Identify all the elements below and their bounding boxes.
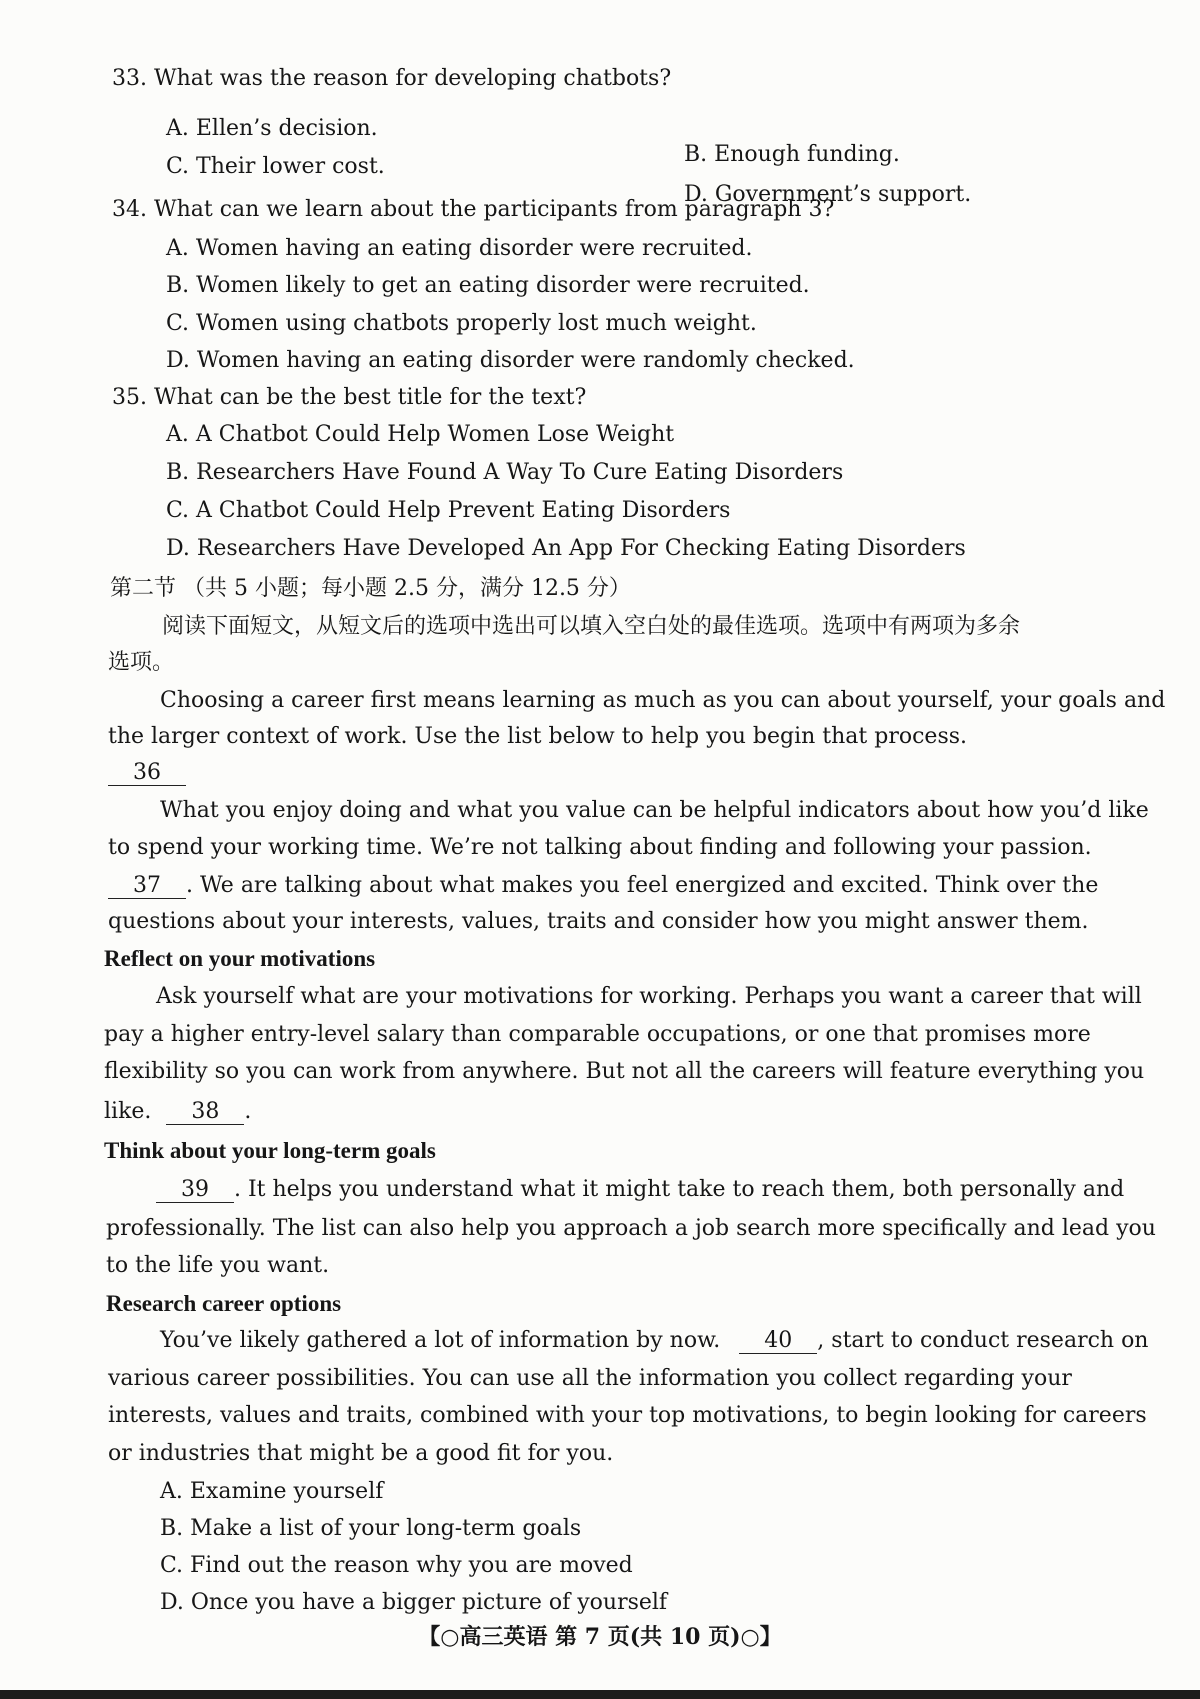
paragraph-3-line-1-text: . It helps you understand what it might take to reach them, both personally and	[234, 1177, 1125, 1202]
blank-36-line	[108, 758, 186, 788]
paragraph-2-line-4	[104, 1097, 251, 1127]
paragraph-4-line-4: or industries that might be a good fit for you.	[108, 1441, 614, 1466]
paragraph-1-line-3-text: . We are talking about what makes you feel energized and excited. Think over the	[186, 873, 1099, 898]
paragraph-3-line-2: professionally. The list can also help you approach a job search more specifically and lead you	[106, 1216, 1156, 1241]
paragraph-2-line-4-start: like.	[104, 1099, 152, 1124]
paragraph-2-line-1: Ask yourself what are your motivations for working. Perhaps you want a career that will	[156, 984, 1142, 1009]
section-instruction-line-1: 阅读下面短文，从短文后的选项中选出可以填入空白处的最佳选项。选项中有两项为多余	[162, 614, 1021, 639]
paragraph-2-line-3: flexibility so you can work from anywhere. But not all the careers will feature everything you	[104, 1059, 1145, 1084]
paragraph-1-line-2: to spend your working time. We’re not talking about finding and following your passion.	[108, 835, 1092, 860]
section-instruction-line-2: 选项。	[108, 650, 175, 675]
question-35-stem: 35. What can be the best title for the text?	[112, 385, 587, 410]
heading-reflect-motivations: Reflect on your motivations	[104, 946, 376, 971]
paragraph-1-line-3	[108, 871, 1098, 901]
answer-option-d: D. Once you have a bigger picture of yourself	[160, 1590, 668, 1615]
paragraph-4-line-3: interests, values and traits, combined with your top motivations, to begin looking for careers	[108, 1403, 1147, 1428]
question-33-option-b: B. Enough funding.	[684, 142, 900, 167]
blank-37: 37	[108, 874, 186, 899]
heading-research-career-options: Research career options	[106, 1291, 342, 1316]
answer-option-c: C. Find out the reason why you are moved	[160, 1553, 633, 1578]
paragraph-4-line-2: various career possibilities. You can use all the information you collect regarding your	[108, 1366, 1072, 1391]
paragraph-2-line-4-end: .	[244, 1099, 252, 1124]
question-33-option-c: C. Their lower cost.	[166, 154, 385, 179]
question-35-option-c: C. A Chatbot Could Help Prevent Eating Disorders	[166, 498, 731, 523]
paragraph-3-line-3: to the life you want.	[106, 1253, 330, 1278]
question-33-option-d: D. Government’s support.	[684, 182, 972, 207]
question-34-stem: 34. What can we learn about the participants from paragraph 3?	[112, 197, 835, 222]
question-35-option-a: A. A Chatbot Could Help Women Lose Weight	[166, 422, 675, 447]
heading-long-term-goals: Think about your long-term goals	[104, 1138, 436, 1163]
question-33-option-a: A. Ellen’s decision.	[166, 116, 378, 141]
paragraph-1-line-4: questions about your interests, values, traits and consider how you might answer them.	[108, 909, 1089, 934]
paragraph-4-line-1	[160, 1326, 1148, 1356]
question-33-stem: 33. What was the reason for developing chatbots?	[112, 66, 672, 91]
passage-intro-line-1: Choosing a career first means learning as much as you can about yourself, your goals and	[160, 688, 1166, 713]
question-35-option-d: D. Researchers Have Developed An App For Checking Eating Disorders	[166, 536, 966, 561]
answer-option-a: A. Examine yourself	[160, 1479, 384, 1504]
question-34-option-a: A. Women having an eating disorder were recruited.	[166, 236, 753, 261]
paragraph-1-line-1: What you enjoy doing and what you value can be helpful indicators about how you’d like	[160, 798, 1149, 823]
paragraph-3-line-1	[156, 1175, 1124, 1205]
blank-39: 39	[156, 1178, 234, 1203]
answer-option-b: B. Make a list of your long-term goals	[160, 1516, 582, 1541]
blank-36: 36	[108, 761, 186, 786]
question-34-option-c: C. Women using chatbots properly lost much weight.	[166, 311, 757, 336]
paragraph-4-line-1-end: , start to conduct research on	[817, 1328, 1149, 1353]
scan-edge-divider	[0, 1690, 1200, 1699]
paragraph-4-line-1-start: You’ve likely gathered a lot of information by now.	[160, 1328, 721, 1353]
paragraph-2-line-2: pay a higher entry-level salary than comparable occupations, or one that promises more	[104, 1022, 1091, 1047]
section-title: 第二节 （共 5 小题；每小题 2.5 分，满分 12.5 分）	[110, 576, 631, 601]
page-footer: 【○高三英语 第 7 页(共 10 页)○】	[418, 1624, 782, 1650]
question-34-option-d: D. Women having an eating disorder were randomly checked.	[166, 348, 855, 373]
blank-38: 38	[166, 1100, 244, 1125]
question-34-option-b: B. Women likely to get an eating disorder were recruited.	[166, 273, 810, 298]
blank-40: 40	[739, 1329, 817, 1354]
question-35-option-b: B. Researchers Have Found A Way To Cure Eating Disorders	[166, 460, 844, 485]
passage-intro-line-2: the larger context of work. Use the list below to help you begin that process.	[108, 724, 968, 749]
